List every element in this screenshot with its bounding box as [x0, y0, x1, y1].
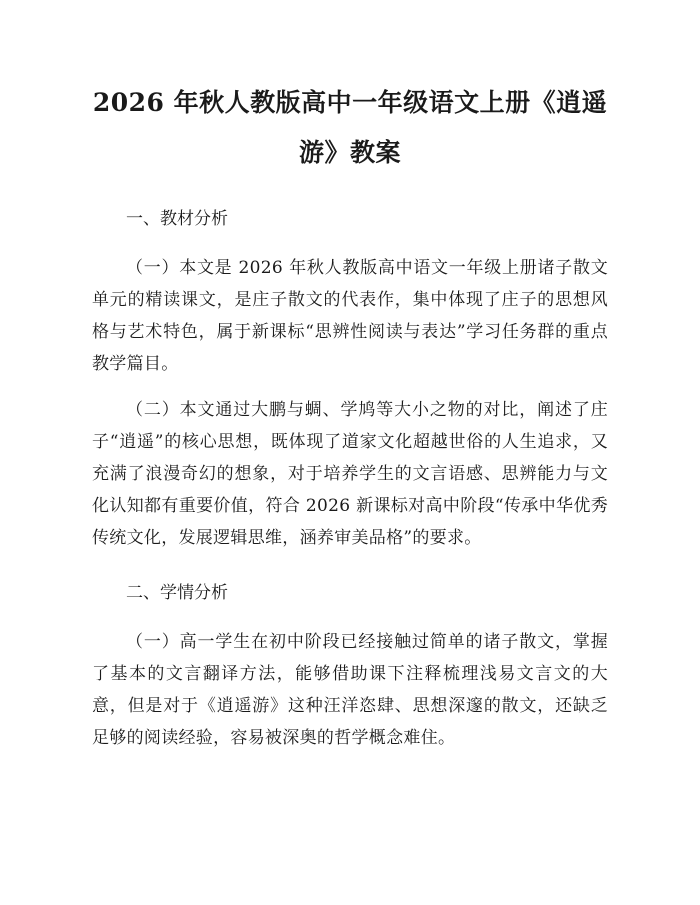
- section-heading-textbook-analysis: 一、教材分析: [126, 209, 228, 229]
- section-heading-student-analysis: 二、学情分析: [126, 583, 228, 603]
- document-title: [92, 78, 608, 178]
- paragraph: （一）高一学生在初中阶段已经接触过简单的诸子散文，掌握了基本的文言翻译方法，能够借助课下注释梳理浅易文言文的大意，但是对于《逍遥游》这种汪洋恣肆、思想深邃的散文，还缺乏足够的阅读经验，容易被深奥的哲学概念难住。: [92, 632, 608, 748]
- document-title-line-1: 2026 年秋人教版高中一年级语文上册《逍遥: [92, 88, 608, 117]
- paragraph: （一）本文是 2026 年秋人教版高中语文一年级上册诸子散文单元的精读课文，是庄子散文的代表作，集中体现了庄子的思想风格与艺术特色，属于新课标“思辨性阅读与表达”学习任务群的重点教学篇目。: [92, 258, 608, 374]
- document-title-line-2: 游》教案: [298, 138, 401, 167]
- paragraph: （二）本文通过大鹏与蜩、学鸠等大小之物的对比，阐述了庄子“逍遥”的核心思想，既体现了道家文化超越世俗的人生追求，又充满了浪漫奇幻的想象，对于培养学生的文言语感、思辨能力与文化认知都有重要价值，符合 2026 新课标对高中阶段“传承中华优秀传统文化，发展逻辑思维，涵养审美品格”的要求。: [92, 400, 608, 548]
